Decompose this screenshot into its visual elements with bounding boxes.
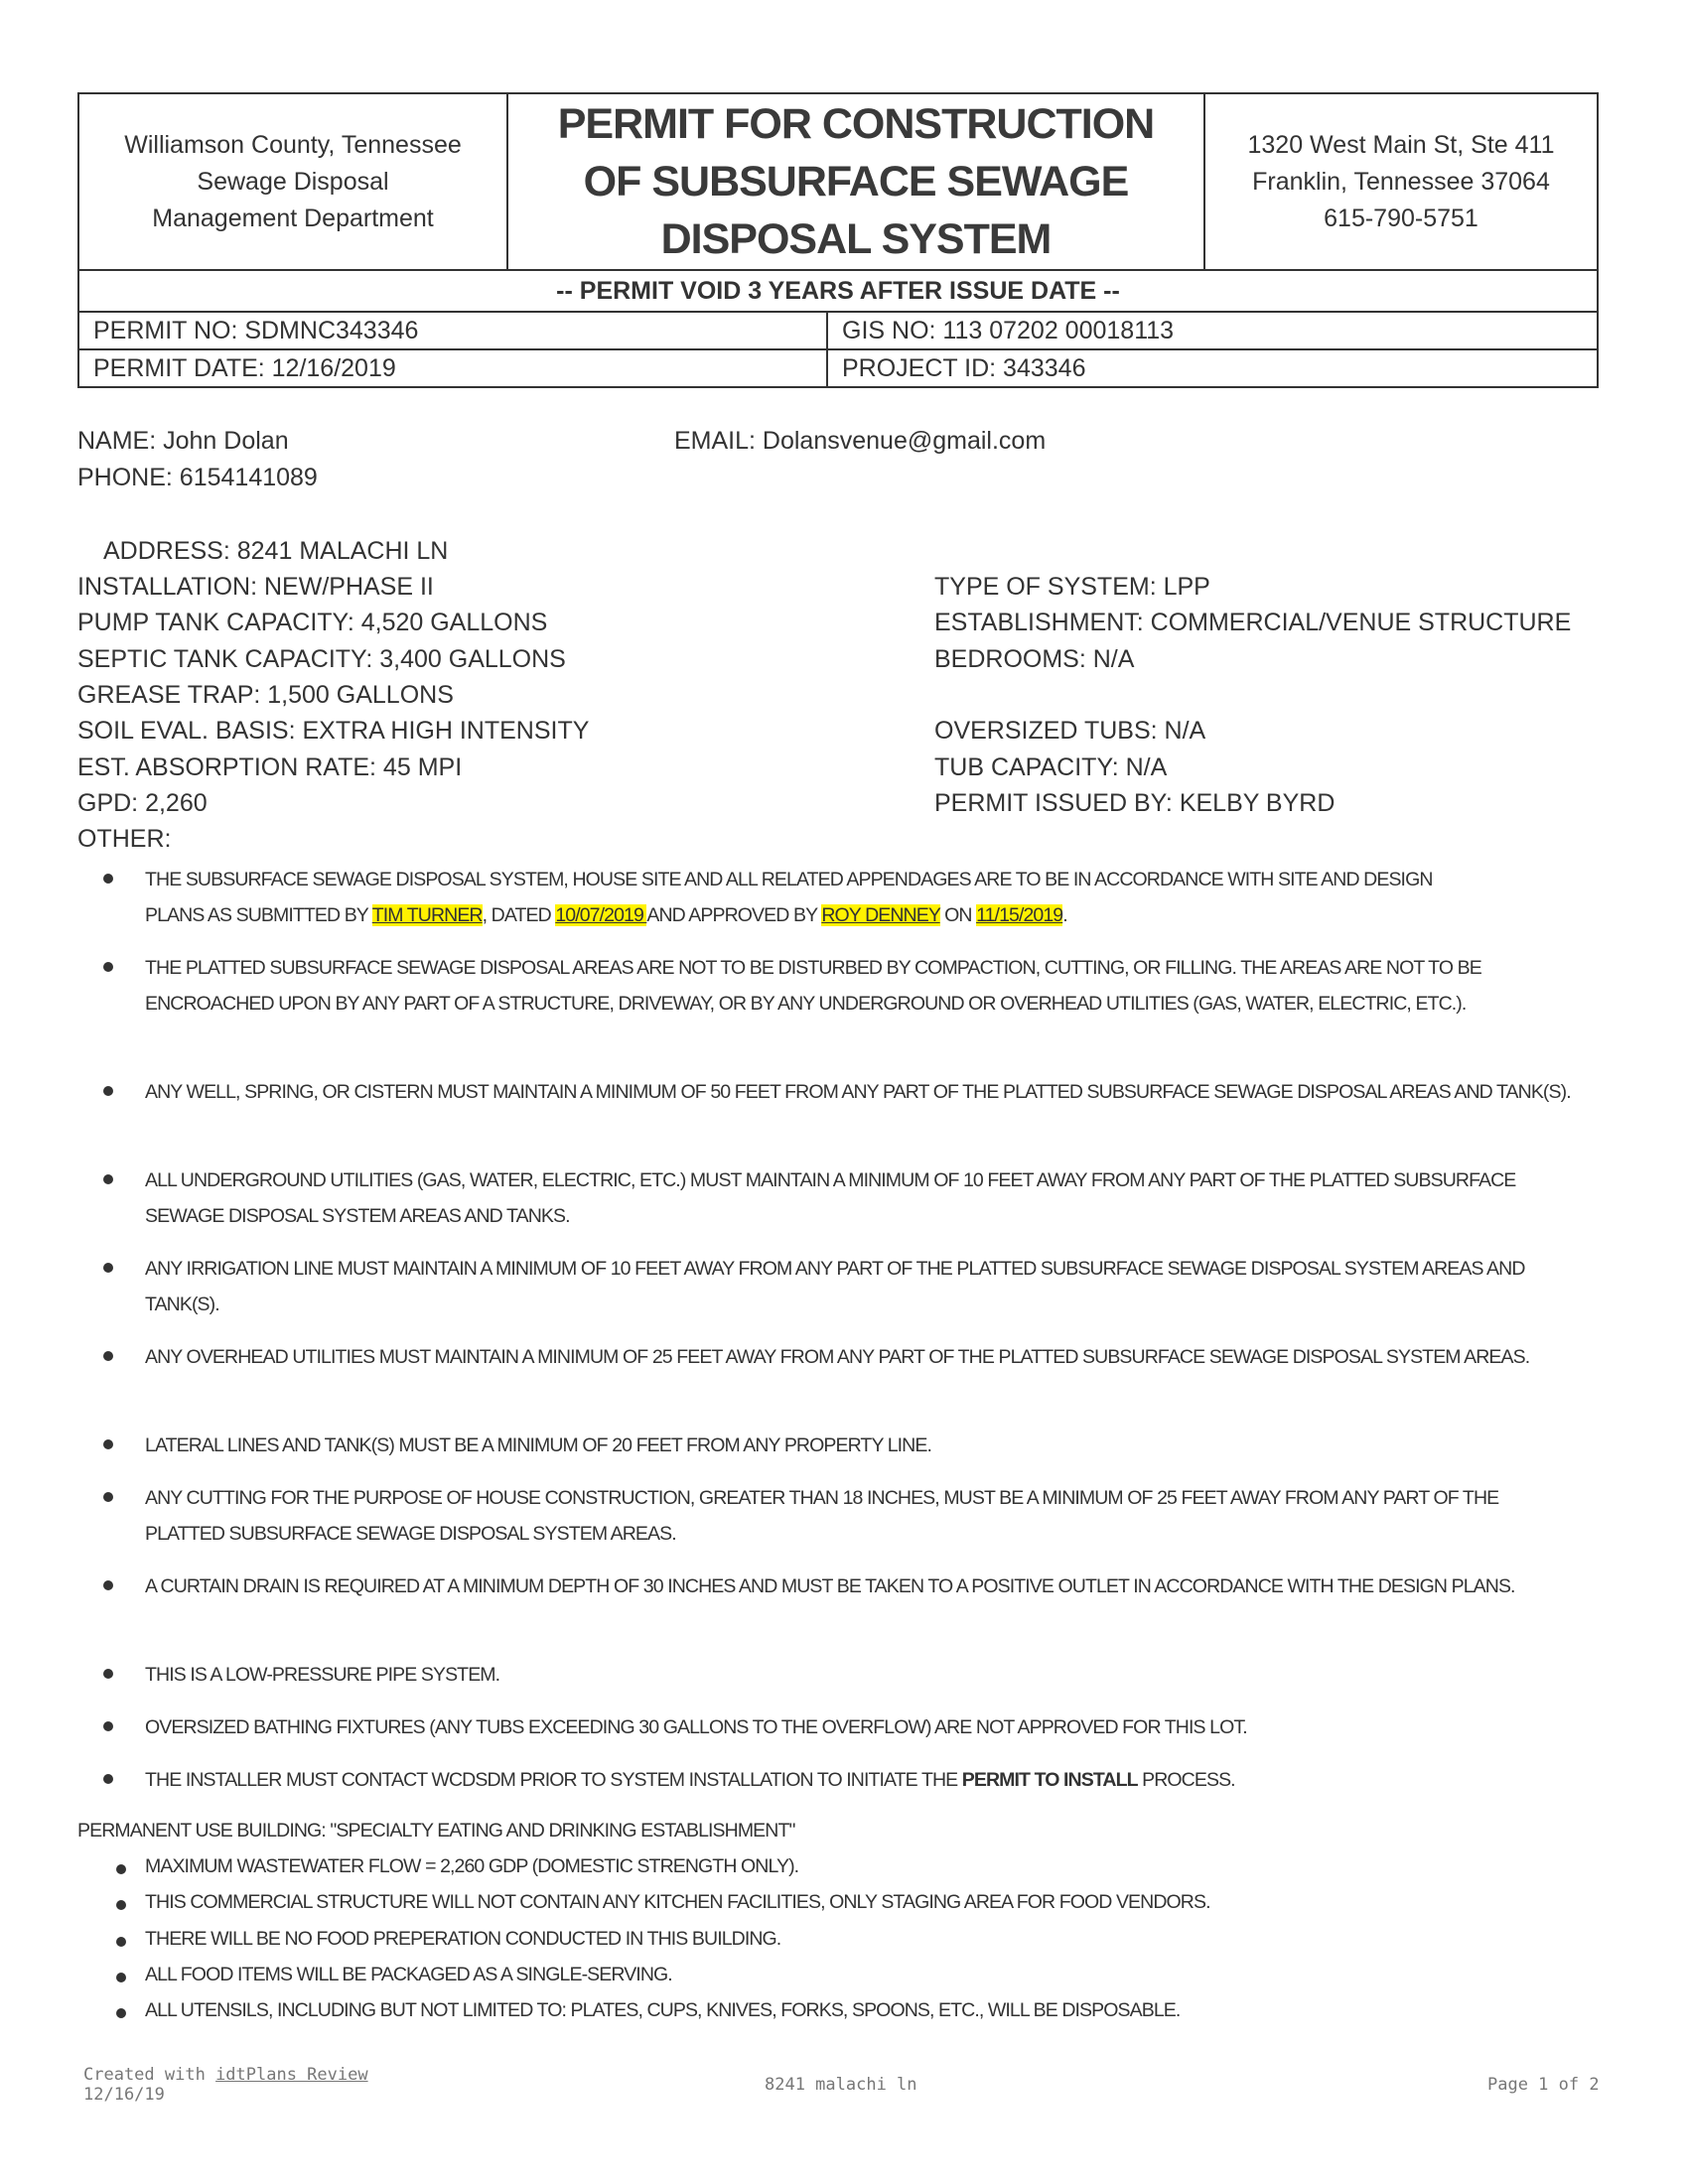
condition-text xyxy=(145,1762,1575,1798)
permanent-use-text: MAXIMUM WASTEWATER FLOW = 2,260 GDP (DOMESTIC STRENGTH ONLY). xyxy=(145,1855,799,1877)
bullet-icon xyxy=(116,1973,126,1982)
permit-header-table xyxy=(77,92,1599,388)
address-line: Franklin, Tennessee 37064 xyxy=(1252,167,1550,196)
condition-text: ANY CUTTING FOR THE PURPOSE OF HOUSE CONSTRUCTION, GREATER THAN 18 INCHES, MUST BE A MINIMUM OF 25 FEET AWAY FROM ANY PART OF THE PLATTED SUBSURFACE SEWAGE DISPOSAL SYSTEM AREAS. xyxy=(145,1487,1499,1545)
soil-eval-basis: SOIL EVAL. BASIS: EXTRA HIGH INTENSITY xyxy=(77,717,590,745)
department-line: Sewage Disposal xyxy=(197,167,389,196)
condition-text xyxy=(145,862,1575,933)
approver-name: ROY DENNEY xyxy=(821,904,940,926)
condition-text: THE PLATTED SUBSURFACE SEWAGE DISPOSAL AREAS ARE NOT TO BE DISTURBED BY COMPACTION, CUTTING, OR FILLING. THE AREAS ARE NOT TO BE ENCROACHED UPON BY ANY PART OF A STRUCTURE, DRIVEWAY, OR BY ANY UNDERGROUND OR OVERHEAD UTILITIES (GAS, WATER, ELECTRIC, ETC.). xyxy=(145,957,1481,1015)
bullet-icon xyxy=(103,1439,113,1449)
title-line: DISPOSAL SYSTEM xyxy=(660,215,1052,263)
permanent-use-text: THERE WILL BE NO FOOD PREPERATION CONDUCTED IN THIS BUILDING. xyxy=(145,1928,781,1950)
permanent-use-text: ALL UTENSILS, INCLUDING BUT NOT LIMITED TO: PLATES, CUPS, KNIVES, FORKS, SPOONS, ETC., WILL BE DISPOSABLE. xyxy=(145,1999,1181,2021)
address-line: 1320 West Main St, Ste 411 xyxy=(1247,130,1555,159)
condition-line xyxy=(145,897,1575,933)
establishment: ESTABLISHMENT: COMMERCIAL/VENUE STRUCTURE xyxy=(934,609,1572,636)
pump-tank-capacity: PUMP TANK CAPACITY: 4,520 GALLONS xyxy=(77,609,548,636)
condition-segment: PROCESS. xyxy=(1137,1769,1235,1791)
permanent-use-heading: PERMANENT USE BUILDING: "SPECIALTY EATING AND DRINKING ESTABLISHMENT" xyxy=(77,1820,795,1842)
permanent-use-item xyxy=(117,1964,672,1986)
bullet-icon xyxy=(103,1492,113,1502)
designer-name: TIM TURNER xyxy=(371,904,483,926)
footer-date: 12/16/19 xyxy=(83,2085,165,2105)
condition-segment: ON xyxy=(939,904,977,926)
project-id: PROJECT ID: 343346 xyxy=(842,353,1086,382)
condition-text: LATERAL LINES AND TANK(S) MUST BE A MINIMUM OF 20 FEET FROM ANY PROPERTY LINE. xyxy=(145,1434,931,1456)
bullet-icon xyxy=(116,1900,126,1910)
department-block xyxy=(79,94,508,269)
bullet-icon xyxy=(103,1580,113,1590)
department-line: Williamson County, Tennessee xyxy=(124,130,462,159)
permanent-use-item xyxy=(117,1855,798,1878)
condition-segment: . xyxy=(1062,904,1067,926)
permanent-use-item xyxy=(117,1891,1210,1914)
permit-title xyxy=(508,94,1205,269)
condition-text: OVERSIZED BATHING FIXTURES (ANY TUBS EXCEEDING 30 GALLONS TO THE OVERFLOW) ARE NOT APPROVED FOR THIS LOT. xyxy=(145,1716,1247,1738)
oversized-tubs: OVERSIZED TUBS: N/A xyxy=(934,717,1206,745)
bullet-icon xyxy=(116,1937,126,1947)
applicant-email: EMAIL: Dolansvenue@gmail.com xyxy=(674,427,1047,455)
condition-text: ALL UNDERGROUND UTILITIES (GAS, WATER, ELECTRIC, ETC.) MUST MAINTAIN A MINIMUM OF 10 FEET AWAY FROM ANY PART OF THE PLATTED SUBSURFACE SEWAGE DISPOSAL SYSTEM AREAS AND TANKS. xyxy=(145,1169,1516,1227)
condition-line: THE SUBSURFACE SEWAGE DISPOSAL SYSTEM, HOUSE SITE AND ALL RELATED APPENDAGES ARE TO BE IN ACCORDANCE WITH SITE AND DESIGN xyxy=(145,869,1433,890)
applicant-name: NAME: John Dolan xyxy=(77,427,289,455)
permit-issued-by: PERMIT ISSUED BY: KELBY BYRD xyxy=(934,789,1336,817)
department-line: Management Department xyxy=(152,204,434,232)
septic-tank-capacity: SEPTIC TANK CAPACITY: 3,400 GALLONS xyxy=(77,645,566,673)
footer-document-name: 8241 malachi ln xyxy=(765,2075,917,2095)
bullet-icon xyxy=(103,1721,113,1731)
grease-trap: GREASE TRAP: 1,500 GALLONS xyxy=(77,681,454,709)
permanent-use-text: ALL FOOD ITEMS WILL BE PACKAGED AS A SINGLE-SERVING. xyxy=(145,1964,672,1985)
bullet-icon xyxy=(103,962,113,972)
tub-capacity: TUB CAPACITY: N/A xyxy=(934,753,1168,781)
condition-text: THIS IS A LOW-PRESSURE PIPE SYSTEM. xyxy=(145,1664,500,1686)
installation-type: INSTALLATION: NEW/PHASE II xyxy=(77,573,434,601)
permanent-use-item xyxy=(117,1999,1180,2022)
bullet-icon xyxy=(116,2008,126,2018)
absorption-rate: EST. ABSORPTION RATE: 45 MPI xyxy=(77,753,463,781)
permit-date: PERMIT DATE: 12/16/2019 xyxy=(79,350,828,386)
bullet-icon xyxy=(103,1263,113,1273)
permit-number: PERMIT NO: SDMNC343346 xyxy=(79,313,828,348)
permanent-use-item xyxy=(117,1928,780,1951)
approved-date: 11/15/2019 xyxy=(976,904,1063,926)
bullet-icon xyxy=(116,1864,126,1874)
other-label: OTHER: xyxy=(77,825,172,853)
type-of-system: TYPE OF SYSTEM: LPP xyxy=(934,573,1210,601)
condition-segment: , DATED xyxy=(482,904,556,926)
condition-segment: PLANS AS SUBMITTED BY xyxy=(145,904,372,926)
footer-label: Created with xyxy=(83,2065,216,2085)
bullet-icon xyxy=(103,1086,113,1096)
applicant-phone: PHONE: 6154141089 xyxy=(77,464,318,491)
submitted-date: 10/07/2019 xyxy=(555,904,647,926)
void-notice: -- PERMIT VOID 3 YEARS AFTER ISSUE DATE -- xyxy=(79,271,1597,313)
page-number: Page 1 of 2 xyxy=(1487,2075,1600,2095)
bullet-icon xyxy=(103,1174,113,1184)
bullet-icon xyxy=(103,1351,113,1361)
condition-text: ANY IRRIGATION LINE MUST MAINTAIN A MINIMUM OF 10 FEET AWAY FROM ANY PART OF THE PLATTED SUBSURFACE SEWAGE DISPOSAL SYSTEM AREAS AND TANK(S). xyxy=(145,1258,1525,1315)
footer-created-with xyxy=(83,2065,368,2085)
gpd: GPD: 2,260 xyxy=(77,789,208,817)
condition-segment: AND APPROVED BY xyxy=(646,904,822,926)
bullet-icon xyxy=(103,874,113,884)
permanent-use-text: THIS COMMERCIAL STRUCTURE WILL NOT CONTAIN ANY KITCHEN FACILITIES, ONLY STAGING AREA FOR FOOD VENDORS. xyxy=(145,1891,1210,1913)
condition-segment: THE INSTALLER MUST CONTACT WCDSDM PRIOR TO SYSTEM INSTALLATION TO INITIATE THE xyxy=(145,1769,962,1791)
condition-text: ANY WELL, SPRING, OR CISTERN MUST MAINTAIN A MINIMUM OF 50 FEET FROM ANY PART OF THE PLATTED SUBSURFACE SEWAGE DISPOSAL AREAS AND TANK(S). xyxy=(145,1081,1571,1103)
bullet-icon xyxy=(103,1669,113,1679)
permit-to-install-term: PERMIT TO INSTALL xyxy=(961,1769,1138,1791)
condition-text: A CURTAIN DRAIN IS REQUIRED AT A MINIMUM DEPTH OF 30 INCHES AND MUST BE TAKEN TO A POSITIVE OUTLET IN ACCORDANCE WITH THE DESIGN PLANS. xyxy=(145,1575,1515,1597)
title-line: OF SUBSURFACE SEWAGE xyxy=(583,158,1129,205)
title-line: PERMIT FOR CONSTRUCTION xyxy=(557,100,1155,148)
app-link[interactable]: idtPlans Review xyxy=(215,2065,368,2085)
site-address: ADDRESS: 8241 MALACHI LN xyxy=(103,537,449,565)
office-address-block xyxy=(1205,94,1597,269)
bullet-icon xyxy=(103,1774,113,1784)
gis-number: GIS NO: 113 07202 00018113 xyxy=(842,316,1175,344)
condition-text: ANY OVERHEAD UTILITIES MUST MAINTAIN A MINIMUM OF 25 FEET AWAY FROM ANY PART OF THE PLATTED SUBSURFACE SEWAGE DISPOSAL SYSTEM AREAS. xyxy=(145,1346,1530,1368)
phone-line: 615-790-5751 xyxy=(1324,204,1478,232)
bedrooms: BEDROOMS: N/A xyxy=(934,645,1135,673)
